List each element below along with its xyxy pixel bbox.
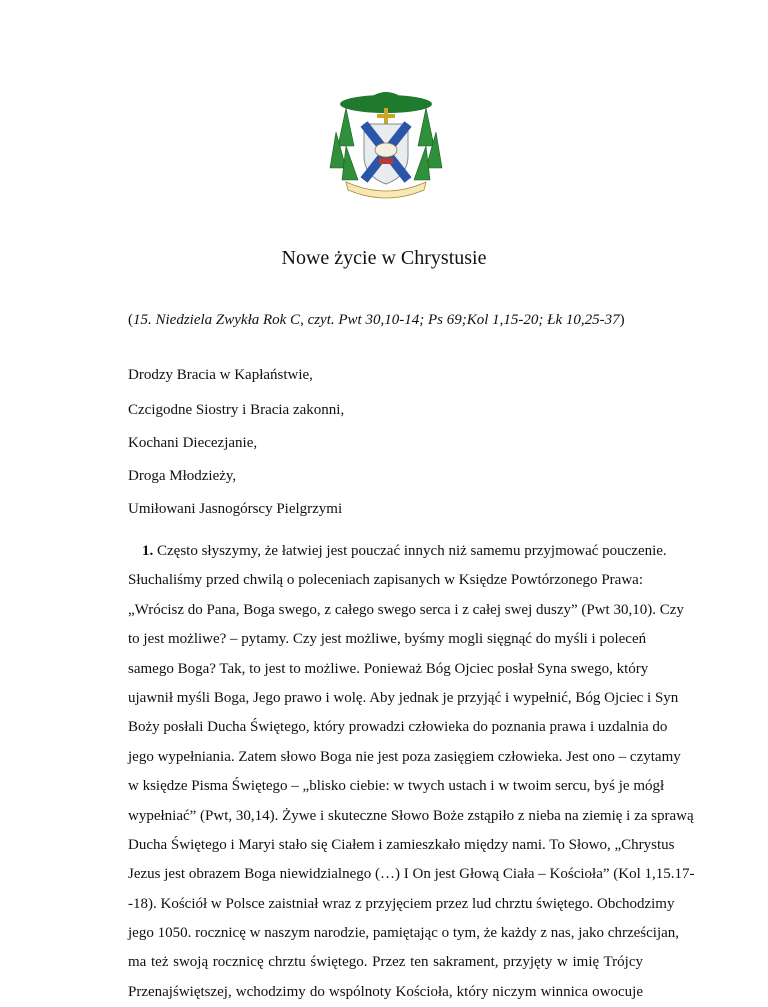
lamb-icon — [375, 143, 397, 157]
subtitle-close-paren: ) — [619, 312, 625, 328]
subtitle-text: 15. Niedziela Zwykła Rok C, czyt. Pwt 30,10-14; Ps 69;Kol 1,15-20; Łk 10,25-37 — [133, 312, 620, 328]
paragraph-line: Boży posłali Ducha Świętego, który prowadzi człowieka do poznania prawa i uzdalnia do — [128, 719, 668, 736]
greeting-line: Umiłowani Jasnogórscy Pielgrzymi — [128, 501, 343, 517]
page-title: Nowe życie w Chrystusie — [281, 247, 487, 269]
paragraph-line: Przenajświętszej, wchodzimy do wspólnoty Kościoła, który niczym winnica owocuje — [128, 983, 643, 1000]
paragraph-number: 1. — [142, 543, 154, 559]
paragraph-line: wypełniać” (Pwt, 30,14). Żywe i skuteczne Słowo Boże zstąpiło z nieba na ziemię i za sprawą — [128, 807, 694, 824]
greeting-line: Czcigodne Siostry i Bracia zakonni, — [128, 402, 345, 418]
tassels-left — [330, 108, 358, 180]
paragraph-line: „Wrócisz do Pana, Boga swego, z całego swego serca i z całej swej duszy” (Pwt 30,10). Czy — [128, 601, 684, 618]
paragraph-line: -18). Kościół w Polsce zaistniał wraz z przyjęciem przez lud chrztu świętego. Obchodzimy — [128, 895, 675, 912]
paragraph-line: jego 1050. rocznicę w naszym narodzie, pamiętając o tym, że każdy z nas, jako chrześcijan, — [128, 925, 680, 942]
paragraph-line-text: Często słyszymy, że łatwiej jest pouczać innych niż samemu przyjmować pouczenie. — [153, 543, 667, 559]
greeting-line: Drodzy Bracia w Kapłaństwie, — [128, 367, 313, 383]
paragraph-line: Jezus jest obrazem Boga niewidzialnego (…) I On jest Głową Ciała – Kościoła” (Kol 1,15.17- — [128, 866, 695, 883]
greeting-line: Droga Młodzieży, — [128, 468, 237, 484]
paragraph-line: w księdze Pisma Świętego – „blisko ciebie: w twych ustach i w twoim sercu, byś je mógł — [128, 778, 665, 795]
paragraph-line: Ducha Świętego i Maryi stało się Ciałem i zamieszkało między nami. To Słowo, „Chrystus — [128, 836, 675, 853]
paragraph-line — [128, 537, 667, 566]
greeting-line: Kochani Diecezjanie, — [128, 435, 258, 451]
paragraph-1 — [128, 537, 695, 1007]
paragraph-line: jego wypełniania. Zatem słowo Boga nie jest poza zasięgiem człowieka. Jest ono – czytamy — [128, 748, 681, 765]
hat-crown — [364, 92, 408, 102]
coat-of-arms — [324, 84, 448, 200]
book-icon — [379, 158, 393, 164]
subtitle-readings — [128, 312, 625, 329]
paragraph-line: ma też swoją rocznicę chrztu świętego. Przez ten sakrament, przyjęty w imię Trójcy — [128, 954, 643, 971]
tassels-right — [414, 108, 442, 180]
paragraph-line: to jest możliwe? – pytamy. Czy jest możliwe, byśmy mogli sięgnąć do myśli i poleceń — [128, 631, 647, 648]
paragraph-line: samego Boga? Tak, to jest to możliwe. Ponieważ Bóg Ojciec posłał Syna swego, który — [128, 660, 649, 677]
subtitle-open-paren: ( — [128, 312, 133, 328]
paragraph-line: ujawnił myśli Boga, Jego prawo i wolę. Aby jednak je przyjąć i wypełnić, Bóg Ojciec i Syn — [128, 689, 679, 706]
paragraph-line: Słuchaliśmy przed chwilą o poleceniach zapisanych w Księdze Powtórzonego Prawa: — [128, 572, 643, 589]
